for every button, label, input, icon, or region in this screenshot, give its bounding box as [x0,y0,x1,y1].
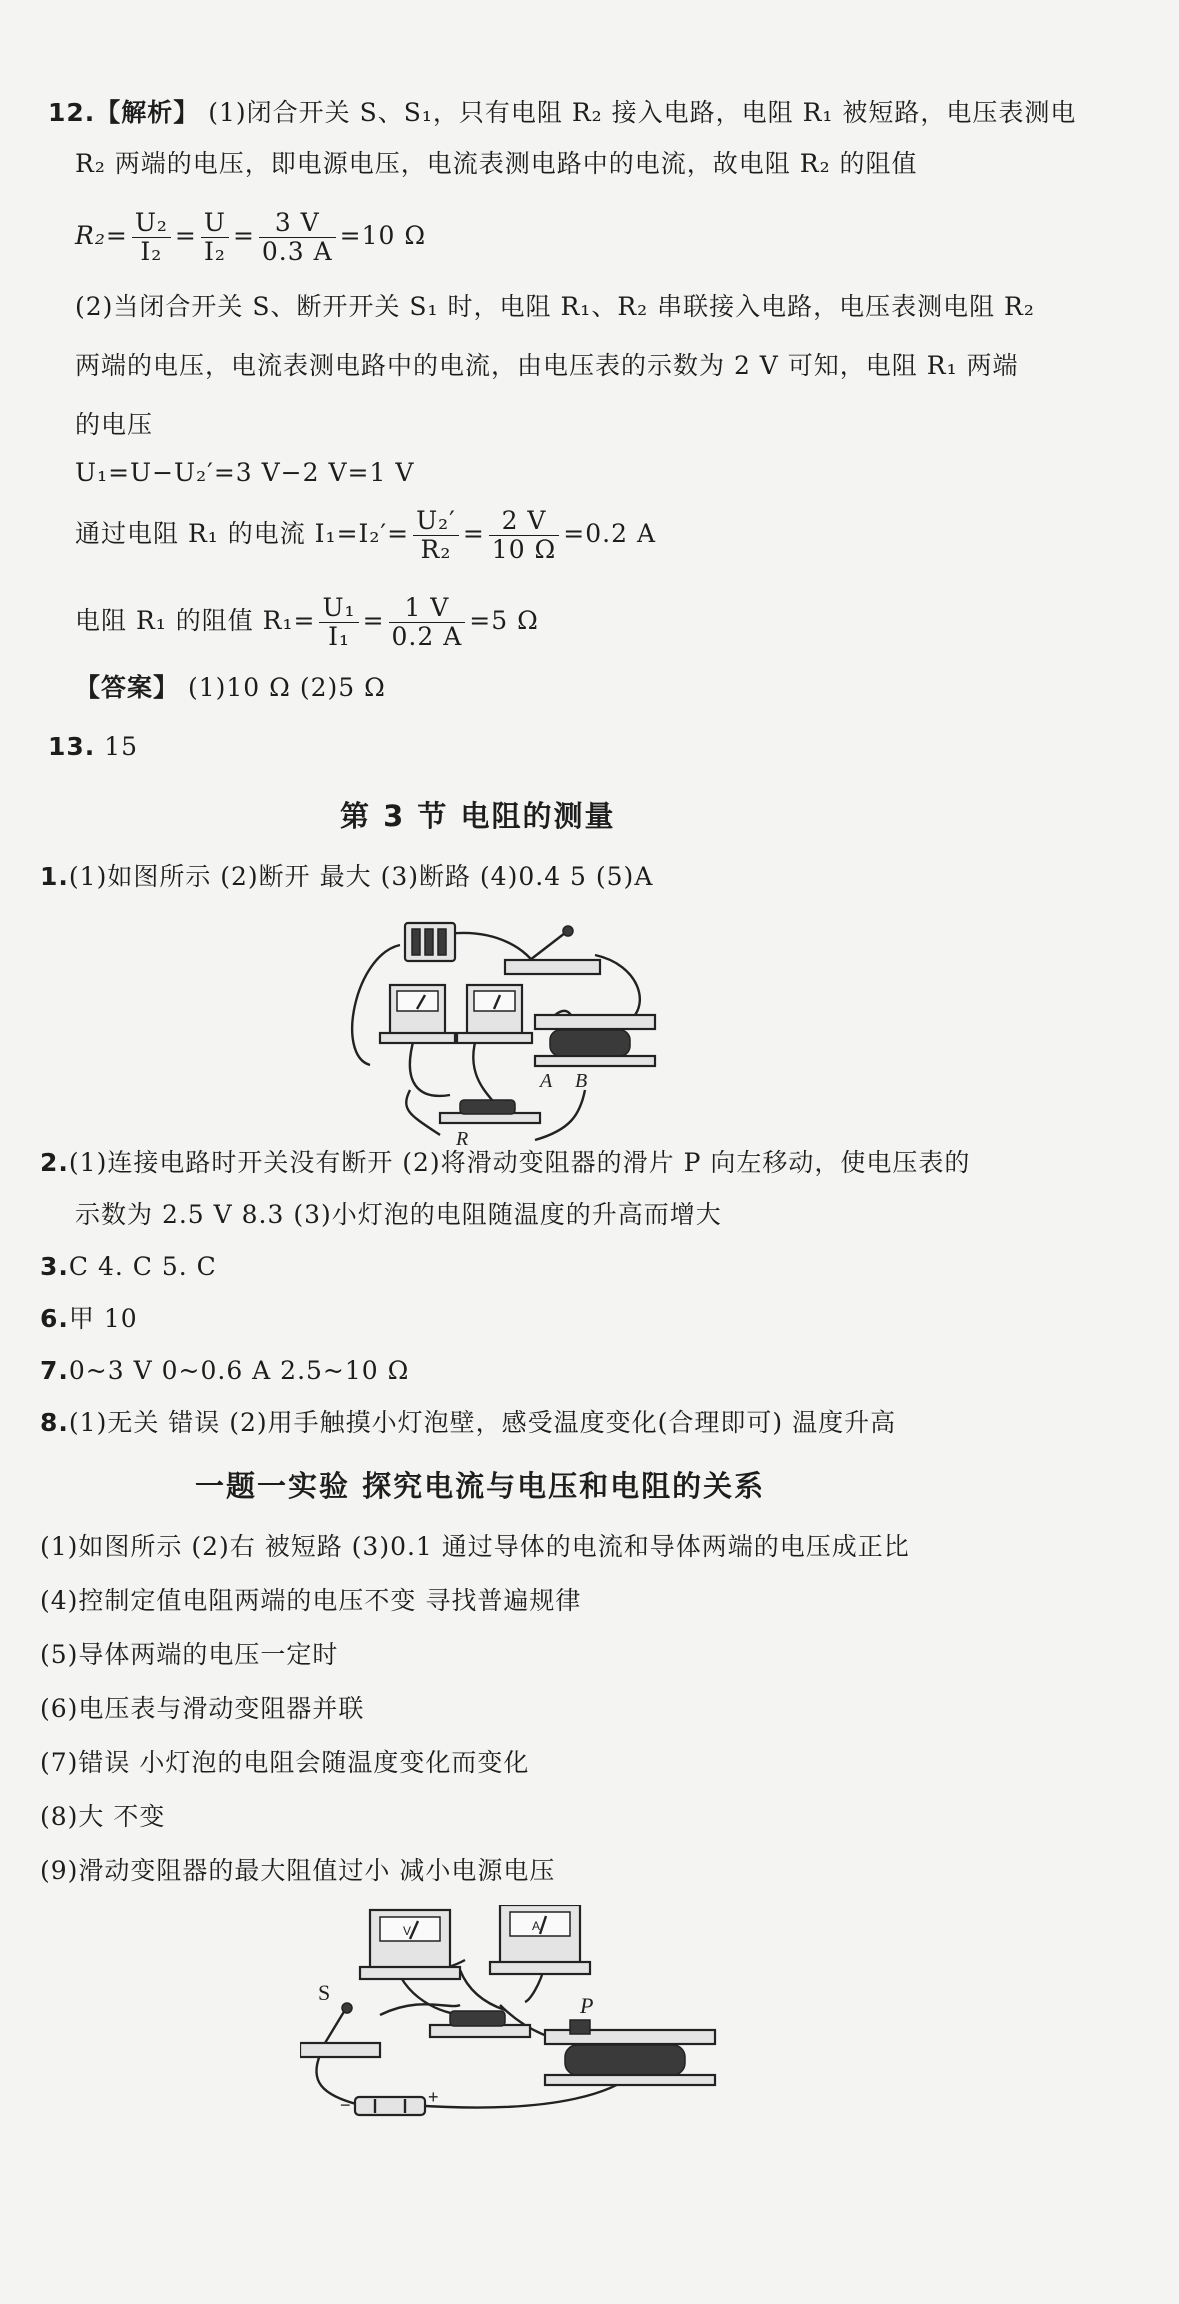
q12-equation-u1: U₁=U−U₂′=3 V−2 V=1 V [75,458,415,487]
exp-item-6: (6)电压表与滑动变阻器并联 [40,1694,365,1723]
answer-text: (1)10 Ω (2)5 Ω [187,673,386,702]
battery-icon [405,923,455,961]
label-r: R [456,1128,469,1145]
rheostat-icon [545,2020,715,2085]
fraction: $\frac{U}{\text{I₂}}$ [201,209,229,266]
label-b: B [575,1070,588,1092]
fraction: $\frac{\text{U₁}}{\text{I₁}}$ [319,594,358,651]
q13: 13. 15 [48,732,139,761]
s3-item-1: 1.(1)如图所示 (2)断开 最大 (3)断路 (4)0.4 5 (5)A [40,862,654,891]
exp-item-1: (1)如图所示 (2)右 被短路 (3)0.1 通过导体的电流和导体两端的电压成正比 [40,1532,910,1561]
battery-icon [355,2097,425,2115]
q12-line1-text: (1)闭合开关 S、S₁，只有电阻 R₂ 接入电路，电阻 R₁ 被短路，电压表测电 [208,98,1077,127]
resistor-icon [430,2011,530,2037]
ammeter-icon [490,1905,590,1974]
q12-line5: 的电压 [75,410,154,439]
circuit-figure-2 [300,1905,720,2130]
exp-item-5: (5)导体两端的电压一定时 [40,1640,339,1669]
section-title: 第 3 节 电阻的测量 [340,799,616,833]
exp-item-7: (7)错误 小灯泡的电阻会随温度变化而变化 [40,1748,530,1777]
answer-tag: 【答案】 [75,673,180,702]
fraction: $\frac{\text{U₂′}}{\text{R₂}}$ [413,507,459,564]
q12-number: 12. [48,98,96,127]
exp-item-4: (4)控制定值电阻两端的电压不变 寻找普遍规律 [40,1586,582,1615]
fraction: $\frac{3 V}{0.3 A}$ [259,209,336,266]
q12-equation-r1: 电阻 R₁ 的阻值 R₁= $\frac{\text{U₁}}{\text{I₁}}$ = $\frac{1 V}{0.2 A}$ =5 Ω [75,593,539,651]
q12-line4: 两端的电压，电流表测电路中的电流，由电压表的示数为 2 V 可知，电阻 R₁ 两端 [75,351,1019,380]
q12-equation-r2: R₂= $\frac{\text{U₂}}{\text{I₂}}$ = $\frac{U}{\text{I₂}}$ = $\frac{3 V}{0.3 A}$ =10 Ω [75,208,427,266]
q12-answer [75,671,386,705]
exp-item-8: (8)大 不变 [40,1802,166,1831]
q12-line1 [48,96,1076,130]
exp-item-9: (9)滑动变阻器的最大阻值过小 减小电源电压 [40,1856,556,1885]
q12-line3: (2)当闭合开关 S、断开开关 S₁ 时，电阻 R₁、R₂ 串联接入电路，电压表测电阻 R₂ [75,292,1035,321]
s3-item-2: 2.(1)连接电路时开关没有断开 (2)将滑动变阻器的滑片 P 向左移动，使电压表的 [40,1148,971,1177]
fraction: $\frac{\text{U₂}}{\text{I₂}}$ [132,209,171,266]
q12-analysis-tag: 【解析】 [95,98,200,127]
s3-item-7: 7.0~3 V 0~0.6 A 2.5~10 Ω [40,1356,410,1385]
q12-equation-i1: 通过电阻 R₁ 的电流 I₁=I₂′= $\frac{\text{U₂′}}{\text{R₂}}$ = $\frac{2 V}{10 \Omega}$ =0.2 A [75,506,657,564]
s3-item-3-5: 3.C 4. C 5. C [40,1252,217,1281]
voltmeter-icon [380,985,455,1043]
label-s: S [318,1980,331,2005]
label-p: P [580,1993,594,2018]
q12-line2: R₂ 两端的电压，即电源电压，电流表测电路中的电流，故电阻 R₂ 的阻值 [75,149,918,178]
s3-item-2-cont: 示数为 2.5 V 8.3 (3)小灯泡的电阻随温度的升高而增大 [75,1200,722,1229]
fraction: $\frac{2 V}{10 \Omega}$ [489,507,560,564]
ammeter-icon [457,985,532,1043]
label-a: A [540,1070,553,1092]
voltmeter-icon [360,1910,460,1979]
s3-item-6: 6.甲 10 [40,1304,138,1333]
rheostat-icon [535,1015,655,1066]
resistor-icon [440,1100,540,1123]
s3-item-8: 8.(1)无关 错误 (2)用手触摸小灯泡壁，感受温度变化(合理即可) 温度升高 [40,1408,897,1437]
switch-icon [300,2003,380,2057]
battery-minus: − [340,2095,351,2115]
circuit-figure-1 [340,915,660,1145]
ammeter-label: A [532,1919,541,1933]
fraction: $\frac{1 V}{0.2 A}$ [389,594,466,651]
battery-plus: + [428,2087,439,2107]
experiment-title: 一题一实验 探究电流与电压和电阻的关系 [195,1469,766,1503]
voltmeter-label: V [403,1924,412,1938]
